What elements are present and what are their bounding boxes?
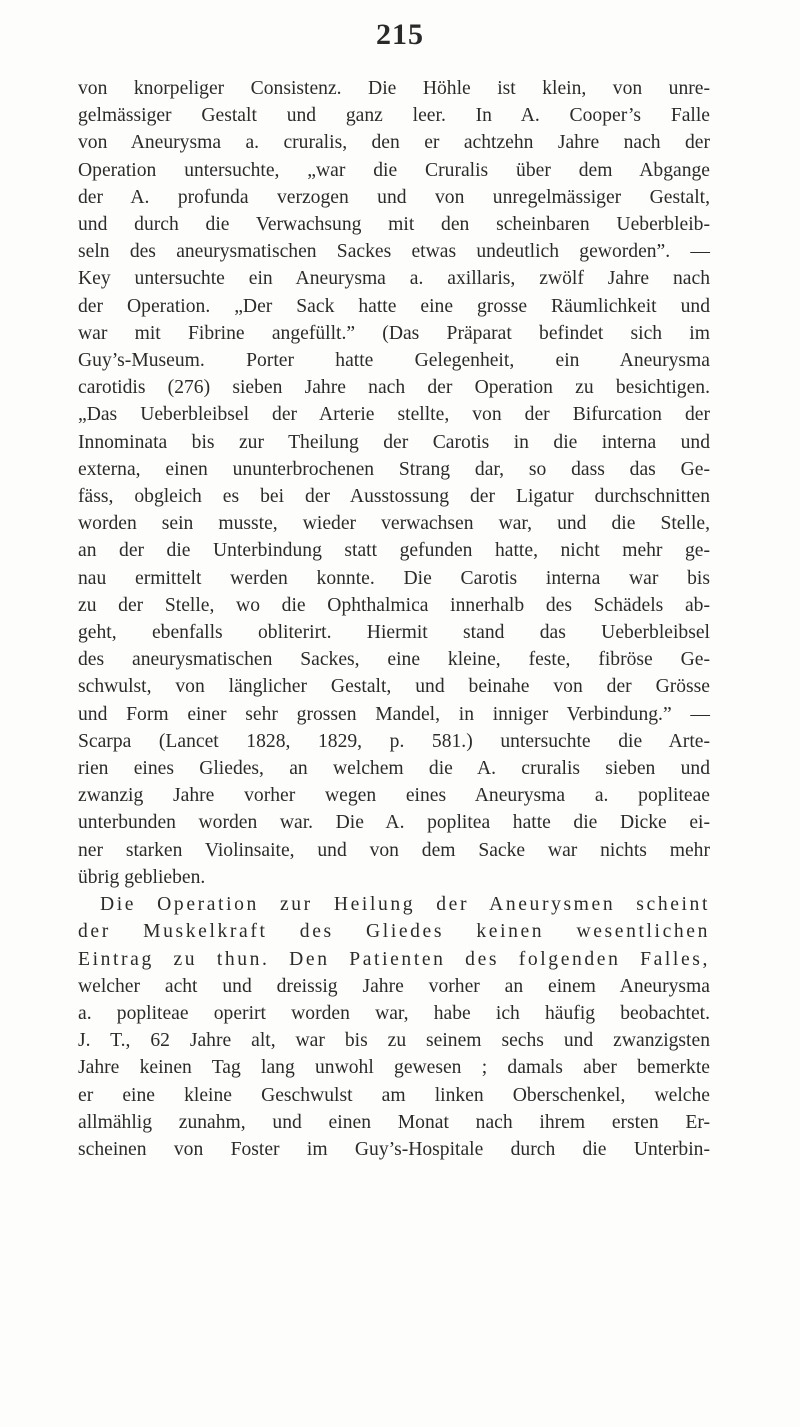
text-line: der Muskelkraft des Gliedes keinen wesentlichen xyxy=(78,921,710,943)
text-line: zwanzig Jahre vorher wegen eines Aneurysma a. popliteae xyxy=(78,785,710,807)
page-number: 215 xyxy=(376,18,424,51)
paragraph-1 xyxy=(78,75,710,891)
text-line: von Aneurysma a. cruralis, den er achtzehn Jahre nach der xyxy=(78,132,710,154)
text-line: Guy’s-Museum. Porter hatte Gelegenheit, ein Aneurysma xyxy=(78,350,710,372)
paragraph-2 xyxy=(78,891,710,1163)
text-line: externa, einen ununterbrochenen Strang dar, so dass das Ge- xyxy=(78,458,710,480)
text-line: Scarpa (Lancet 1828, 1829, p. 581.) untersuchte die Arte- xyxy=(78,730,710,752)
text-line: unterbunden worden war. Die A. poplitea hatte die Dicke ei- xyxy=(78,812,710,834)
text-line: an der die Unterbindung statt gefunden hatte, nicht mehr ge- xyxy=(78,540,710,562)
text-line: a. popliteae operirt worden war, habe ich häufig beobachtet. xyxy=(78,1002,710,1024)
text-line: „Das Ueberbleibsel der Arterie stellte, von der Bifurcation der xyxy=(78,404,710,426)
text-line: carotidis (276) sieben Jahre nach der Operation zu besichtigen. xyxy=(78,377,710,399)
text-line: Die Operation zur Heilung der Aneurysmen scheint xyxy=(100,894,710,916)
text-line: war mit Fibrine angefüllt.” (Das Präparat befindet sich im xyxy=(78,322,710,344)
text-line: J. T., 62 Jahre alt, war bis zu seinem sechs und zwanzigsten xyxy=(78,1030,710,1052)
text-line: und durch die Verwachsung mit den scheinbaren Ueberbleib- xyxy=(78,214,710,236)
text-line: fäss, obgleich es bei der Ausstossung der Ligatur durchschnitten xyxy=(78,486,710,508)
text-line: Eintrag zu thun. Den Patienten des folgenden Falles, xyxy=(78,948,710,970)
text-line: der A. profunda verzogen und von unregelmässiger Gestalt, xyxy=(78,186,710,208)
text-line: seln des aneurysmatischen Sackes etwas undeutlich geworden”. — xyxy=(78,241,710,263)
body-text xyxy=(78,75,710,1163)
text-line: zu der Stelle, wo die Ophthalmica innerhalb des Schädels ab- xyxy=(78,594,710,616)
text-line: er eine kleine Geschwulst am linken Oberschenkel, welche xyxy=(78,1084,710,1106)
text-line: Operation untersuchte, „war die Cruralis über dem Abgange xyxy=(78,159,710,181)
text-line: Jahre keinen Tag lang unwohl gewesen ; damals aber bemerkte xyxy=(78,1057,710,1079)
text-line: des aneurysmatischen Sackes, eine kleine, feste, fibröse Ge- xyxy=(78,649,710,671)
text-line: rien eines Gliedes, an welchem die A. cruralis sieben und xyxy=(78,758,710,780)
text-line: von knorpeliger Consistenz. Die Höhle ist klein, von unre- xyxy=(78,78,710,99)
text-line: Key untersuchte ein Aneurysma a. axillaris, zwölf Jahre nach xyxy=(78,268,710,290)
text-line: scheinen von Foster im Guy’s-Hospitale durch die Unterbin- xyxy=(78,1138,710,1160)
text-line: Innominata bis zur Theilung der Carotis in die interna und xyxy=(78,431,710,453)
text-line: und Form einer sehr grossen Mandel, in inniger Verbindung.” — xyxy=(78,703,710,725)
text-line: allmählig zunahm, und einen Monat nach ihrem ersten Er- xyxy=(78,1111,710,1133)
text-line: schwulst, von länglicher Gestalt, und beinahe von der Grösse xyxy=(78,676,710,698)
text-line: worden sein musste, wieder verwachsen war, und die Stelle, xyxy=(78,513,710,535)
text-line: welcher acht und dreissig Jahre vorher an einem Aneurysma xyxy=(78,975,710,997)
text-line: geht, ebenfalls obliterirt. Hiermit stand das Ueberbleibsel xyxy=(78,622,710,644)
text-line: übrig geblieben. xyxy=(78,866,206,888)
text-line: ner starken Violinsaite, und von dem Sacke war nichts mehr xyxy=(78,839,710,861)
text-line: nau ermittelt werden konnte. Die Carotis interna war bis xyxy=(78,567,710,589)
text-line: der Operation. „Der Sack hatte eine grosse Räumlichkeit und xyxy=(78,295,710,317)
text-line: gelmässiger Gestalt und ganz leer. In A. Cooper’s Falle xyxy=(78,105,710,127)
